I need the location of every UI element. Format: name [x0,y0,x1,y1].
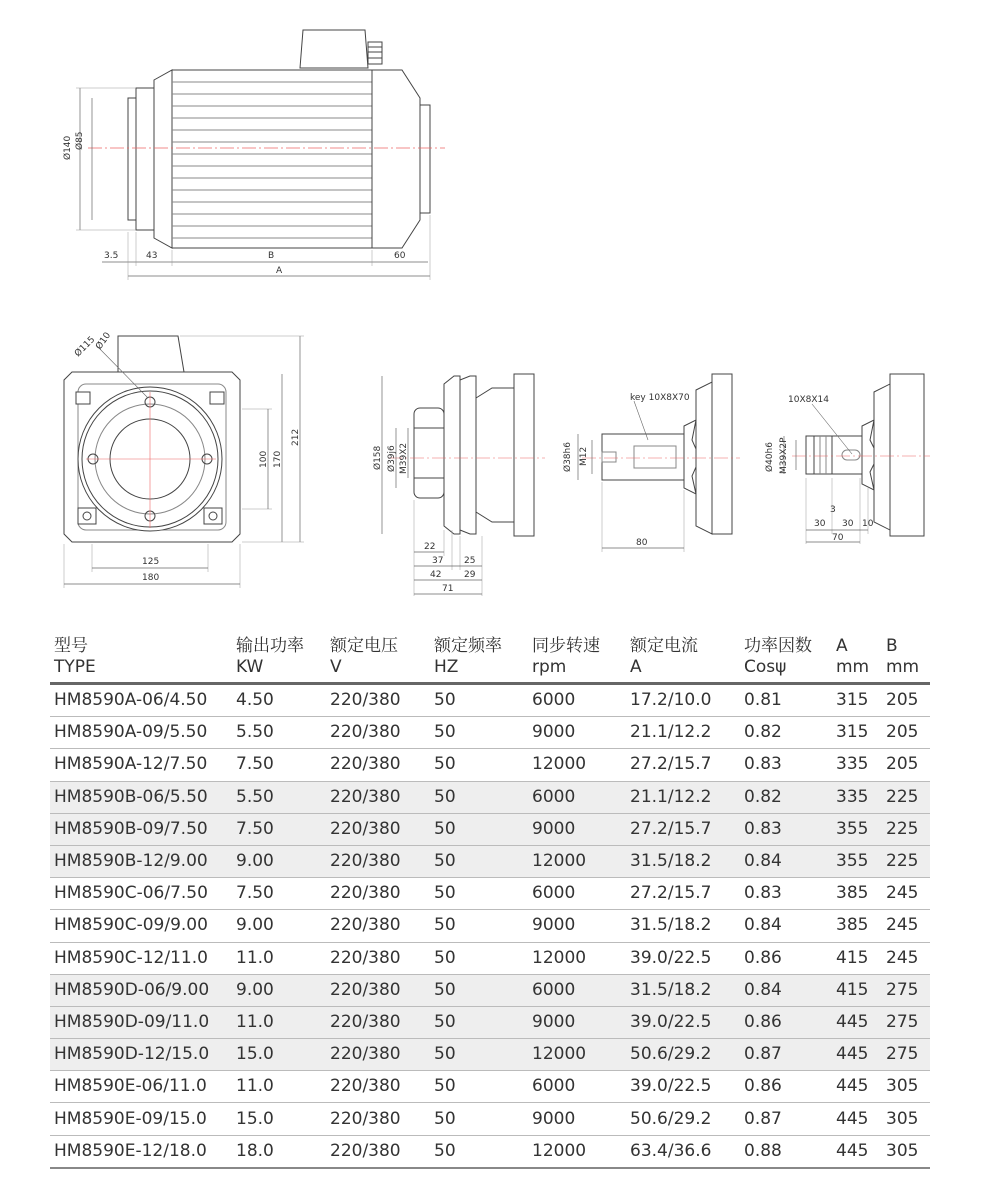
table-cell: 445 [832,1135,882,1168]
column-header [882,636,930,684]
table-cell: 0.84 [740,910,832,942]
table-cell: 9000 [528,1103,626,1135]
front-dim-212: 212 [291,428,301,446]
table-cell: 50 [430,974,528,1006]
threaded-dim-3: 3 [830,505,836,515]
table-cell: 50 [430,1039,528,1071]
table-cell: HM8590D-12/15.0 [50,1039,232,1071]
table-cell: 6000 [528,781,626,813]
table-cell: 245 [882,942,930,974]
table-cell: HM8590B-06/5.50 [50,781,232,813]
table-cell: 27.2/15.7 [626,878,740,910]
table-cell: HM8590E-12/18.0 [50,1135,232,1168]
column-header-en: V [330,657,342,677]
table-cell: 305 [882,1103,930,1135]
front-hole-115: Ø115 [73,334,98,360]
table-cell: 220/380 [326,974,430,1006]
threaded-dim-30b: 30 [842,519,854,529]
threaded-dim-10: 10 [862,519,874,529]
column-header-cn: 同步转速 [532,636,600,656]
table-cell: 12000 [528,1135,626,1168]
table-cell: 335 [832,749,882,781]
side-dia-85: Ø85 [75,131,85,150]
column-header [326,636,430,684]
table-cell: 18.0 [232,1135,326,1168]
table-row [50,1006,930,1038]
column-header [232,636,326,684]
table-row [50,845,930,877]
table-cell: 39.0/22.5 [626,1006,740,1038]
spec-table-header [50,636,930,684]
table-cell: 0.81 [740,684,832,717]
table-cell: 9000 [528,717,626,749]
table-cell: 0.82 [740,717,832,749]
table-row [50,813,930,845]
pulley-dim-25: 25 [464,556,476,566]
column-header [528,636,626,684]
table-cell: 31.5/18.2 [626,974,740,1006]
table-cell: 205 [882,717,930,749]
table-cell: 225 [882,845,930,877]
table-cell: 5.50 [232,781,326,813]
table-cell: 0.82 [740,781,832,813]
table-cell: 275 [882,974,930,1006]
table-cell: 15.0 [232,1039,326,1071]
table-cell: 50 [430,1006,528,1038]
shaft-dim-80: 80 [636,538,648,548]
table-cell: 305 [882,1135,930,1168]
table-cell: 225 [882,781,930,813]
table-cell: 205 [882,684,930,717]
table-cell: HM8590A-09/5.50 [50,717,232,749]
table-cell: 7.50 [232,749,326,781]
table-cell: 11.0 [232,1006,326,1038]
table-cell: 445 [832,1071,882,1103]
table-cell: 63.4/36.6 [626,1135,740,1168]
table-cell: 275 [882,1039,930,1071]
column-header-en: rpm [532,657,567,677]
table-row [50,1135,930,1168]
table-cell: 0.86 [740,1071,832,1103]
table-cell: 220/380 [326,910,430,942]
table-cell: HM8590D-09/11.0 [50,1006,232,1038]
table-cell: 220/380 [326,684,430,717]
table-cell: 220/380 [326,781,430,813]
table-cell: 39.0/22.5 [626,1071,740,1103]
table-row [50,878,930,910]
table-cell: 39.0/22.5 [626,942,740,974]
side-dim-60: 60 [394,251,406,261]
table-cell: 245 [882,878,930,910]
column-header-cn: 额定电压 [330,636,398,656]
table-cell: 415 [832,942,882,974]
table-cell: 50.6/29.2 [626,1039,740,1071]
motor-spec-table [50,636,930,1169]
table-cell: 50 [430,878,528,910]
table-cell: 0.83 [740,749,832,781]
threaded-dim-70: 70 [832,533,844,543]
table-cell: 275 [882,1006,930,1038]
pulley-m39x2: M39X2 [399,442,409,474]
table-cell: 11.0 [232,942,326,974]
shaft-dia-38h6: Ø38h6 [563,442,573,472]
front-dim-125: 125 [142,557,160,567]
table-cell: 0.87 [740,1103,832,1135]
column-header-en: mm [886,657,920,677]
table-cell: HM8590D-06/9.00 [50,974,232,1006]
table-cell: 0.84 [740,845,832,877]
table-cell: 50 [430,910,528,942]
threaded-dim-30a: 30 [814,519,826,529]
table-cell: 9000 [528,813,626,845]
table-cell: 50 [430,845,528,877]
table-cell: 7.50 [232,878,326,910]
table-cell: 220/380 [326,845,430,877]
column-header-en: Cosψ [744,657,787,677]
column-header-cn: 型号 [54,636,88,656]
table-row [50,717,930,749]
table-cell: 245 [882,910,930,942]
table-cell: 315 [832,717,882,749]
table-cell: 27.2/15.7 [626,813,740,845]
side-dim-a: A [276,266,283,276]
table-cell: 445 [832,1039,882,1071]
table-cell: 50 [430,813,528,845]
front-dim-170: 170 [273,450,283,468]
threaded-m39x2p: M39X2P [779,437,789,474]
table-row [50,1039,930,1071]
pulley-dim-71: 71 [442,584,454,594]
table-cell: 6000 [528,974,626,1006]
side-dim-3-5: 3.5 [104,251,119,261]
table-cell: 31.5/18.2 [626,845,740,877]
pulley-dia-158: Ø158 [373,445,383,470]
table-cell: HM8590B-12/9.00 [50,845,232,877]
table-row [50,781,930,813]
table-cell: 0.84 [740,974,832,1006]
table-cell: 205 [882,749,930,781]
pulley-dim-29: 29 [464,570,476,580]
table-cell: 21.1/12.2 [626,717,740,749]
table-cell: 50.6/29.2 [626,1103,740,1135]
table-cell: 0.83 [740,813,832,845]
table-cell: HM8590C-09/9.00 [50,910,232,942]
table-cell: 9000 [528,1006,626,1038]
column-header-en: A [630,657,642,677]
table-cell: 220/380 [326,1103,430,1135]
table-row [50,749,930,781]
side-dim-b: B [268,251,275,261]
table-cell: 12000 [528,749,626,781]
table-cell: 6000 [528,1071,626,1103]
table-cell: 305 [882,1071,930,1103]
table-row [50,1071,930,1103]
table-cell: 385 [832,878,882,910]
column-header-cn: B [886,636,898,656]
table-cell: 17.2/10.0 [626,684,740,717]
table-cell: 12000 [528,942,626,974]
table-cell: 220/380 [326,878,430,910]
table-cell: 50 [430,1135,528,1168]
column-header-cn: 额定电流 [630,636,698,656]
table-row [50,974,930,1006]
column-header [50,636,232,684]
table-cell: HM8590A-12/7.50 [50,749,232,781]
table-cell: 0.88 [740,1135,832,1168]
table-cell: 31.5/18.2 [626,910,740,942]
column-header-en: HZ [434,657,459,677]
table-cell: 220/380 [326,1039,430,1071]
table-row [50,1103,930,1135]
table-cell: 7.50 [232,813,326,845]
column-header [430,636,528,684]
side-dia-140: Ø140 [63,135,73,160]
table-cell: HM8590B-09/7.50 [50,813,232,845]
table-cell: 9.00 [232,910,326,942]
table-cell: 445 [832,1006,882,1038]
column-header [626,636,740,684]
table-cell: 315 [832,684,882,717]
table-cell: 225 [882,813,930,845]
table-cell: 4.50 [232,684,326,717]
motor-side-view [76,30,445,280]
table-cell: 0.86 [740,1006,832,1038]
column-header-en: TYPE [54,657,96,677]
table-cell: 12000 [528,845,626,877]
table-cell: 0.83 [740,878,832,910]
column-header-cn: 功率因数 [744,636,812,656]
pulley-dia-39j6: Ø39j6 [387,445,397,472]
table-cell: 415 [832,974,882,1006]
table-row [50,942,930,974]
table-cell: 11.0 [232,1071,326,1103]
table-cell: 0.87 [740,1039,832,1071]
table-cell: 355 [832,813,882,845]
table-cell: 385 [832,910,882,942]
pulley-dim-22: 22 [424,542,436,552]
table-cell: 50 [430,749,528,781]
table-cell: HM8590A-06/4.50 [50,684,232,717]
table-cell: HM8590C-12/11.0 [50,942,232,974]
column-header-cn: A [836,636,848,656]
table-cell: 220/380 [326,1071,430,1103]
table-cell: 445 [832,1103,882,1135]
table-cell: 9.00 [232,845,326,877]
front-hole-10: Ø10 [94,330,114,352]
table-cell: 15.0 [232,1103,326,1135]
table-row [50,684,930,717]
threaded-key-label: 10X8X14 [788,395,829,405]
side-dim-43: 43 [146,251,158,261]
front-dim-100: 100 [259,450,269,468]
shaft-m12: M12 [579,446,589,466]
table-cell: 220/380 [326,942,430,974]
shaft-key-label: key 10X8X70 [630,393,690,403]
front-dim-180: 180 [142,573,160,583]
table-cell: HM8590E-09/15.0 [50,1103,232,1135]
column-header-cn: 额定频率 [434,636,502,656]
table-cell: 27.2/15.7 [626,749,740,781]
table-cell: 355 [832,845,882,877]
table-cell: 50 [430,781,528,813]
table-cell: 50 [430,717,528,749]
threaded-dia-40h6: Ø40h6 [765,442,775,472]
table-cell: 6000 [528,684,626,717]
column-header-cn: 输出功率 [236,636,304,656]
table-cell: 9.00 [232,974,326,1006]
table-cell: 21.1/12.2 [626,781,740,813]
table-cell: 9000 [528,910,626,942]
column-header-en: KW [236,657,264,677]
table-cell: 220/380 [326,813,430,845]
table-cell: 5.50 [232,717,326,749]
table-cell: 0.86 [740,942,832,974]
table-cell: HM8590C-06/7.50 [50,878,232,910]
table-cell: 50 [430,1071,528,1103]
table-cell: 220/380 [326,749,430,781]
table-cell: 220/380 [326,1135,430,1168]
table-cell: 50 [430,684,528,717]
pulley-dim-42: 42 [430,570,442,580]
table-cell: HM8590E-06/11.0 [50,1071,232,1103]
pulley-dim-37: 37 [432,556,444,566]
table-cell: 220/380 [326,1006,430,1038]
table-cell: 220/380 [326,717,430,749]
column-header [832,636,882,684]
table-cell: 335 [832,781,882,813]
column-header [740,636,832,684]
table-row [50,910,930,942]
table-cell: 50 [430,942,528,974]
table-cell: 12000 [528,1039,626,1071]
spec-table-body [50,684,930,1168]
table-cell: 6000 [528,878,626,910]
column-header-en: mm [836,657,870,677]
header-row [50,636,930,684]
table-cell: 50 [430,1103,528,1135]
